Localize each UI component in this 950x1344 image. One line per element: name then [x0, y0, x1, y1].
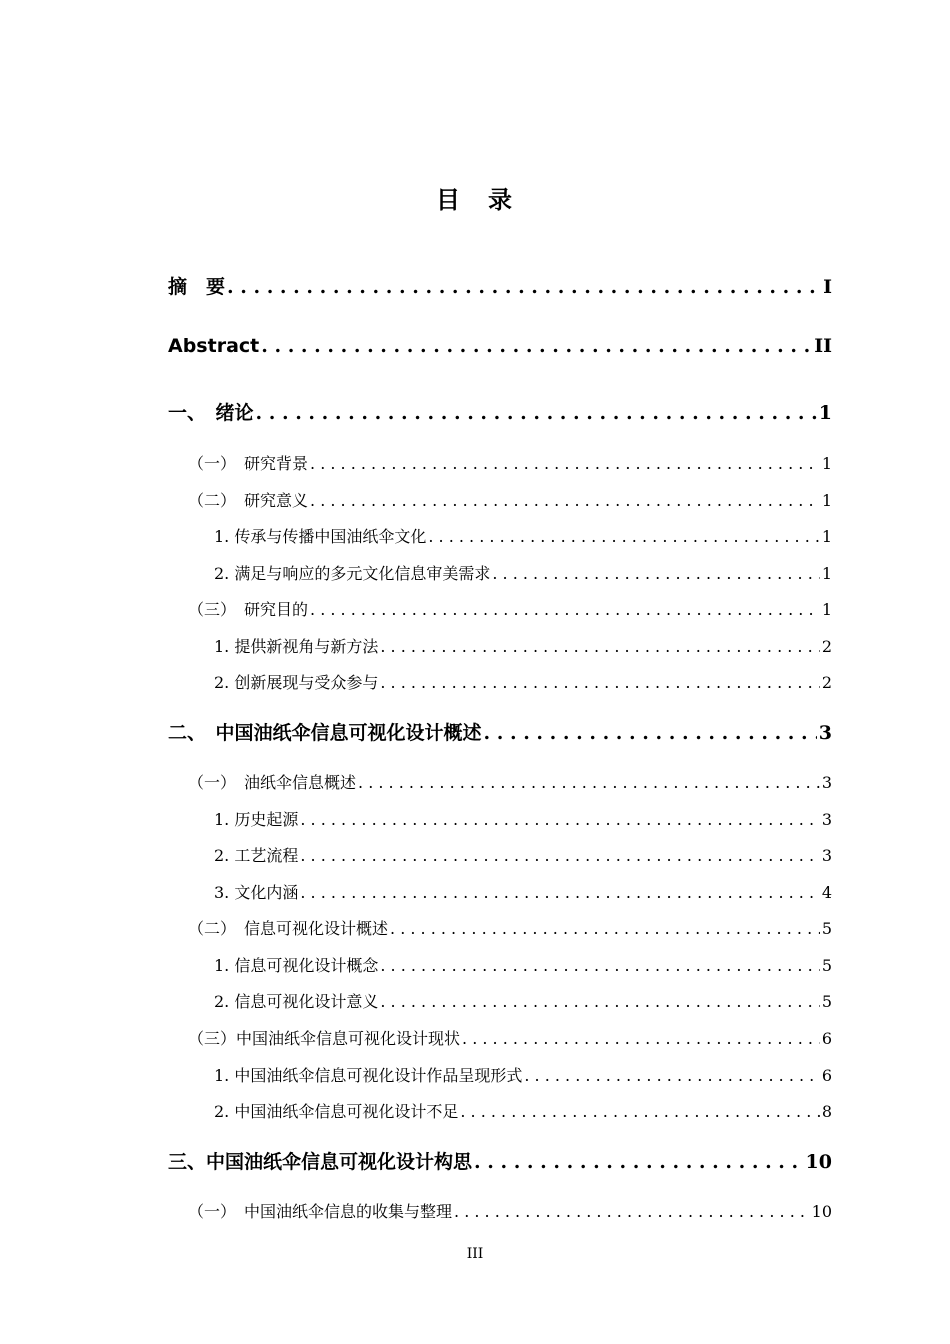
toc-entry-subsection[interactable] [214, 634, 832, 657]
toc-entry-page: 5 [821, 992, 832, 1011]
toc-entry-label: （一） 油纸伞信息概述 [188, 773, 357, 792]
toc-entry-label: 2. 中国油纸伞信息可视化设计不足 [214, 1102, 459, 1121]
leader-dots [300, 810, 819, 829]
toc-entry-chapter-2[interactable] [168, 718, 832, 745]
toc-entry-section[interactable] [188, 451, 832, 474]
toc-entry-section[interactable] [188, 1199, 832, 1222]
leader-dots [380, 992, 819, 1011]
leader-dots [390, 919, 820, 938]
toc-entry-label: 二、 中国油纸伞信息可视化设计概述 [168, 722, 482, 744]
toc-entry-page: 1 [818, 402, 832, 424]
toc-entry-subsection[interactable] [214, 524, 832, 547]
toc-entry-label: 3. 文化内涵 [214, 883, 299, 902]
toc-entry-label: （一） 研究背景 [188, 454, 309, 473]
toc-entry-page: 5 [821, 919, 832, 938]
toc-entry-subsection[interactable] [214, 880, 832, 903]
toc-entry-page: 3 [821, 773, 832, 792]
toc-entry-subsection[interactable] [214, 670, 832, 693]
toc-entry-section[interactable] [188, 597, 832, 620]
toc-entry-page: 3 [821, 810, 832, 829]
toc-entry-page: 1 [821, 454, 832, 473]
toc-entry-label: （三）中国油纸伞信息可视化设计现状 [188, 1029, 461, 1048]
toc-entry-label: （二） 信息可视化设计概述 [188, 919, 389, 938]
toc-entry-page: 6 [821, 1029, 832, 1048]
toc-entry-page: 8 [821, 1102, 832, 1121]
leader-dots [380, 956, 819, 975]
toc-entry-subsection[interactable] [214, 1063, 832, 1086]
toc-entry-label: （一） 中国油纸伞信息的收集与整理 [188, 1202, 453, 1221]
leader-dots [227, 276, 821, 298]
leader-dots [310, 600, 820, 619]
toc-entry-label: 一、 绪论 [168, 402, 254, 424]
leader-dots [460, 1102, 819, 1121]
toc-entry-page: 10 [805, 1151, 832, 1173]
leader-dots [492, 564, 819, 583]
toc-entry-page: 1 [821, 564, 832, 583]
toc-entry-page: 1 [821, 600, 832, 619]
leader-dots [300, 846, 819, 865]
toc-entry-label: 1. 提供新视角与新方法 [214, 637, 379, 656]
toc-entry-label: 2. 满足与响应的多元文化信息审美需求 [214, 564, 491, 583]
toc-entry-label: 摘 要 [168, 276, 226, 298]
toc-entry-section[interactable] [188, 488, 832, 511]
toc-entry-label: Abstract [168, 335, 260, 357]
toc-entry-subsection[interactable] [214, 561, 832, 584]
leader-dots [310, 491, 820, 510]
toc-entry-section[interactable] [188, 1026, 832, 1049]
toc-entry-label: 1. 传承与传播中国油纸伞文化 [214, 527, 427, 546]
toc-entry-chapter-3[interactable] [168, 1147, 832, 1174]
toc-entry-label: 1. 历史起源 [214, 810, 299, 829]
leader-dots [524, 1066, 819, 1085]
page-number: III [466, 1246, 484, 1262]
toc-entry-page: 2 [821, 637, 832, 656]
toc-entry-subsection[interactable] [214, 1099, 832, 1122]
leader-dots [462, 1029, 820, 1048]
toc-entry-label: （三） 研究目的 [188, 600, 309, 619]
page-title: 目 录 [436, 186, 514, 214]
leader-dots [484, 722, 817, 744]
leader-dots [300, 883, 819, 902]
leader-dots [358, 773, 820, 792]
toc-entry-label: 2. 工艺流程 [214, 846, 299, 865]
toc-entry-label: （二） 研究意义 [188, 491, 309, 510]
toc-entry-label: 2. 创新展现与受众参与 [214, 673, 379, 692]
leader-dots [454, 1202, 810, 1221]
toc-entry-label: 1. 信息可视化设计概念 [214, 956, 379, 975]
toc-entry-label: 三、中国油纸伞信息可视化设计构思 [168, 1151, 473, 1173]
toc-entry-page: 10 [811, 1202, 832, 1221]
leader-dots [380, 673, 819, 692]
toc-entry-page: 1 [821, 491, 832, 510]
toc-entry-subsection[interactable] [214, 807, 832, 830]
toc-entry-abstract-cn[interactable] [168, 272, 832, 299]
toc-entry-page: 5 [821, 956, 832, 975]
toc-entry-abstract-en[interactable] [168, 335, 832, 357]
toc-entry-label: 1. 中国油纸伞信息可视化设计作品呈现形式 [214, 1066, 523, 1085]
toc-entry-section[interactable] [188, 770, 832, 793]
leader-dots [256, 402, 817, 424]
toc-entry-page: 3 [821, 846, 832, 865]
toc-entry-page: 4 [821, 883, 832, 902]
toc-entry-section[interactable] [188, 916, 832, 939]
leader-dots [261, 335, 812, 357]
leader-dots [310, 454, 820, 473]
toc-entry-page: 3 [818, 722, 832, 744]
toc-entry-page: 6 [821, 1066, 832, 1085]
toc-entry-subsection[interactable] [214, 843, 832, 866]
toc-entry-chapter-1[interactable] [168, 398, 832, 425]
toc-entry-subsection[interactable] [214, 989, 832, 1012]
toc-entry-page: II [814, 335, 832, 357]
leader-dots [474, 1151, 804, 1173]
toc-entry-label: 2. 信息可视化设计意义 [214, 992, 379, 1011]
leader-dots [380, 637, 819, 656]
toc-entry-page: 2 [821, 673, 832, 692]
leader-dots [428, 527, 819, 546]
toc-entry-page: 1 [821, 527, 832, 546]
toc-entry-subsection[interactable] [214, 953, 832, 976]
toc-entry-page: I [823, 276, 832, 298]
